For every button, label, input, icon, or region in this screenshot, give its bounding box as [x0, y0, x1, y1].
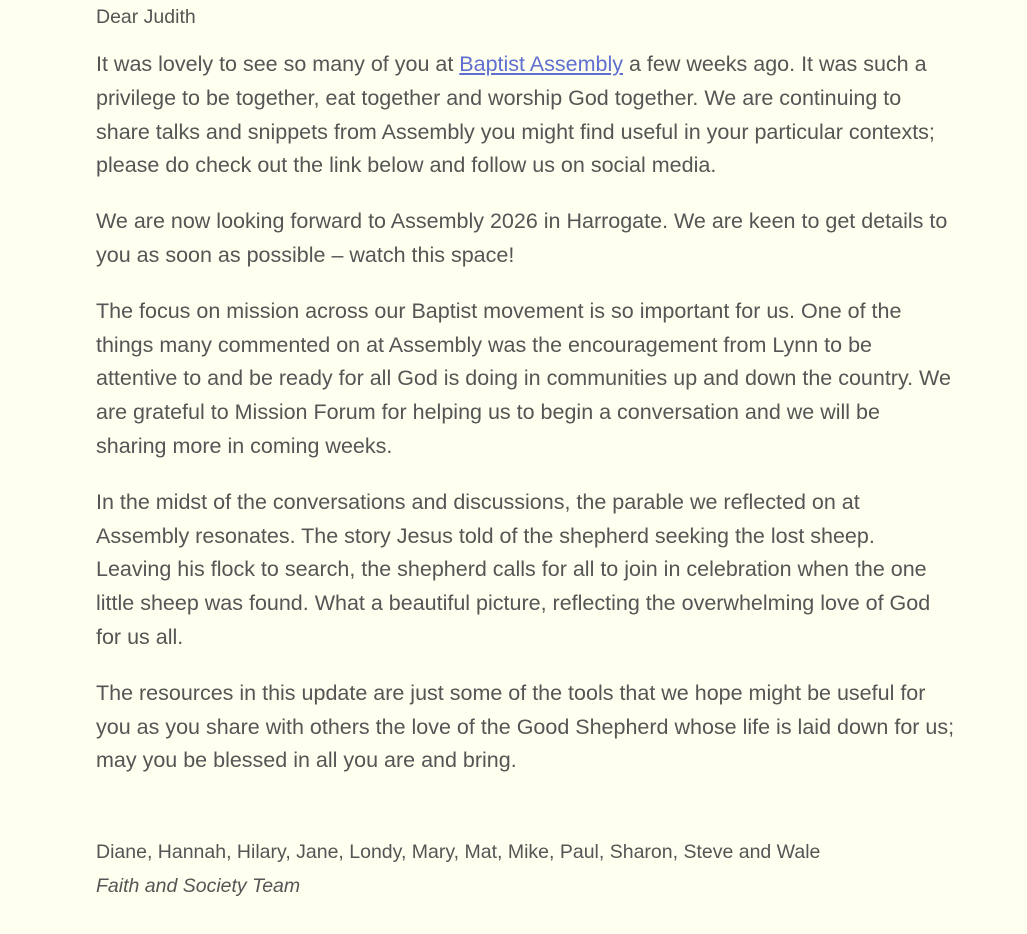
paragraph-resources: The resources in this update are just some of the tools that we hope might be useful for you as you share with others the love of the Good Shepherd whose life is laid down for us; may you be blessed in all you are and bring. [96, 680, 955, 773]
paragraph-mission-focus: The focus on mission across our Baptist movement is so important for us. One of the things many commented on at Assembly was the encouragement from Lynn to be attentive to and be ready for all God is doing in communities up and down the country. We are grateful to Mission Forum for helping us to begin a conversation and we will be sharing more in coming weeks. [96, 298, 951, 458]
baptist-assembly-link[interactable]: Baptist Assembly [459, 52, 624, 76]
paragraph-assembly-thanks [96, 48, 956, 183]
signature-team: Faith and Society Team [96, 874, 301, 897]
paragraph-text: a few weeks ago. It was such a privilege to be together, eat together and worship God together. We are continuing to share talks and snippets from Assembly you might find useful in your particular contexts; please do check out the link below and follow us on social media. [96, 52, 935, 178]
letter-body [96, 0, 956, 903]
paragraph-parable: In the midst of the conversations and discussions, the parable we reflected on at Assembly resonates. The story Jesus told of the shepherd seeking the lost sheep. Leaving his flock to search, the shepherd calls for all to join in celebration when the one little sheep was found. What a beautiful picture, reflecting the overwhelming love of God for us all. [96, 489, 931, 649]
signature-names: Diane, Hannah, Hilary, Jane, Londy, Mary, Mat, Mike, Paul, Sharon, Steve and Wale [96, 841, 821, 864]
signature [96, 836, 956, 903]
paragraph-text: It was lovely to see so many of you at [96, 52, 460, 76]
paragraph-assembly-2026: We are now looking forward to Assembly 2026 in Harrogate. We are keen to get details to you as soon as possible – watch this space! [96, 209, 948, 267]
greeting: Dear Judith [96, 6, 196, 28]
